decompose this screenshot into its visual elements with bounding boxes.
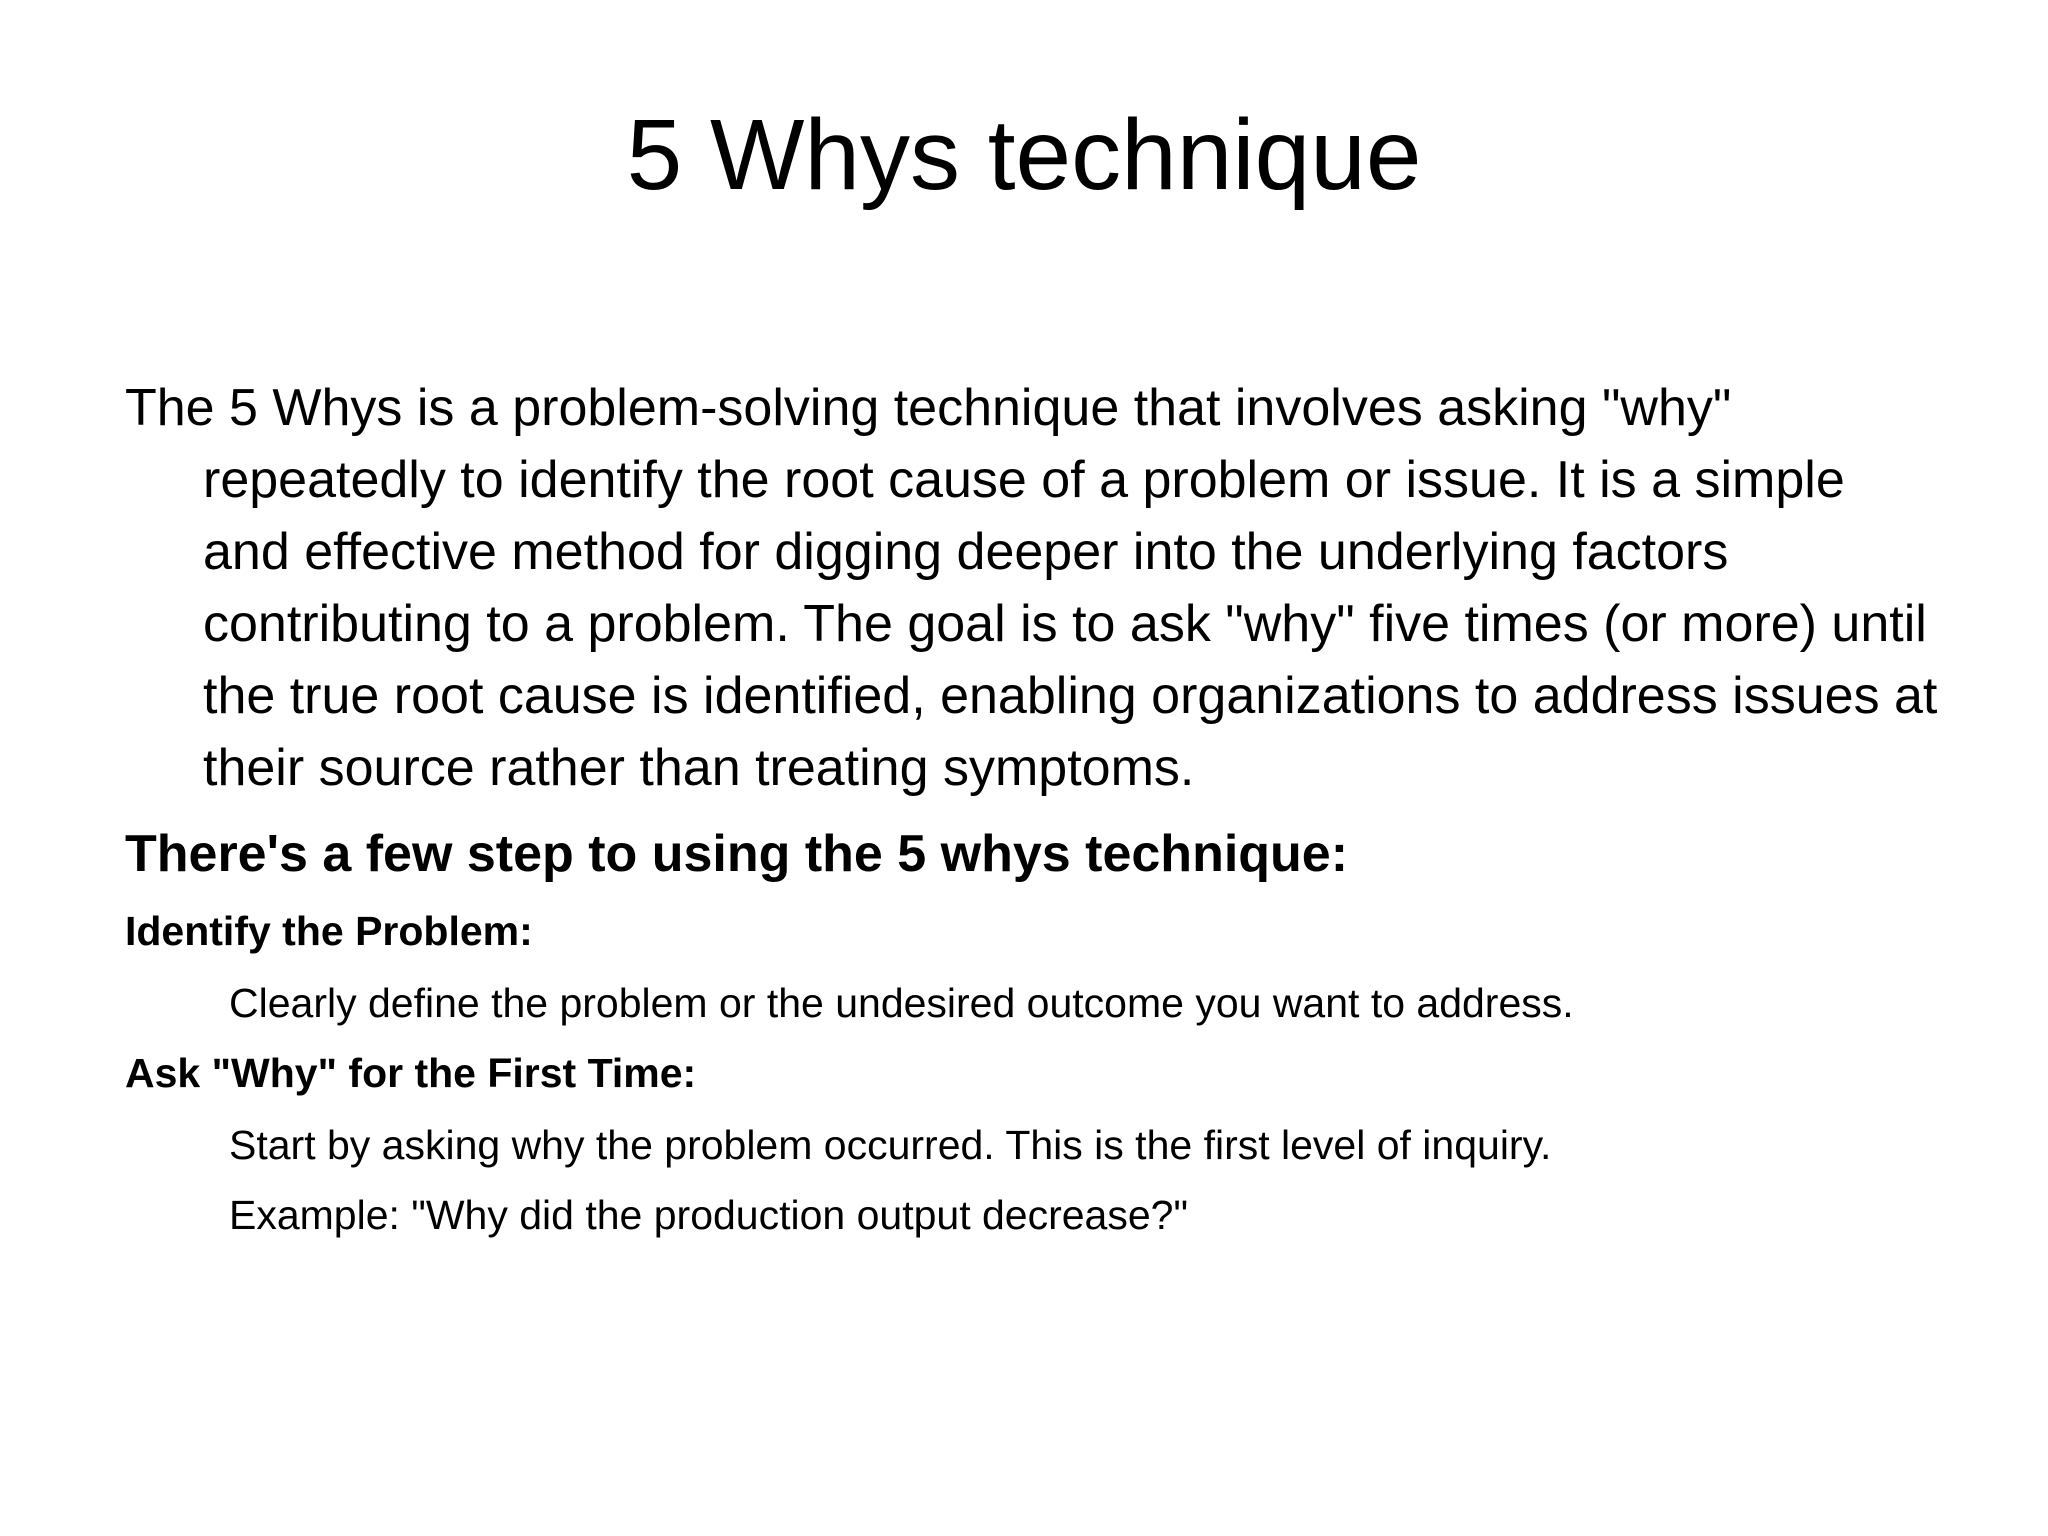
step-title: Ask "Why" for the First Time: xyxy=(125,1050,697,1096)
steps-heading: There's a few step to using the 5 whys technique: xyxy=(125,825,1349,883)
step-description: Clearly define the problem or the undesired outcome you want to address. xyxy=(229,980,1574,1026)
step-identify-problem xyxy=(125,902,1945,1032)
step-example: Example: "Why did the production output decrease?" xyxy=(229,1192,1188,1238)
step-title: Identify the Problem: xyxy=(125,908,533,954)
step-ask-why-first-time xyxy=(125,1044,1945,1244)
intro-paragraph: The 5 Whys is a problem-solving technique that involves asking "why" repeatedly to identify the root cause of a problem or issue. It is a simple and effective method for digging deeper into the underlying factors contributing to a problem. The goal is to ask "why" five times (or more) until the true root cause is identified, enabling organizations to address issues at their source rather than treating symptoms. xyxy=(125,379,1938,797)
slide-title: 5 Whys technique xyxy=(626,99,1422,211)
step-description: Start by asking why the problem occurred. This is the first level of inquiry. xyxy=(229,1122,1552,1168)
slide-body xyxy=(125,372,1945,1244)
